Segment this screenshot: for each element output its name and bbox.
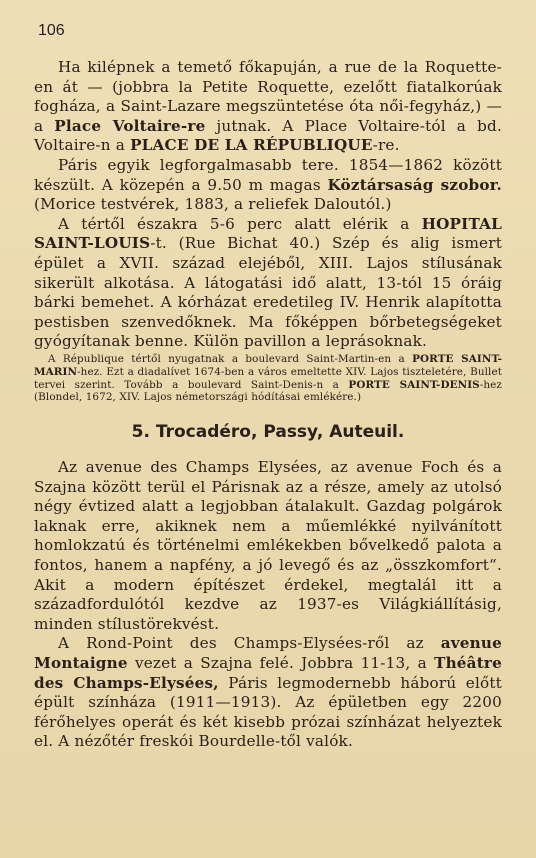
bold-run: avenue Montaigne xyxy=(34,634,502,673)
text-run: -re. xyxy=(372,136,400,155)
page-number: 106 xyxy=(38,22,65,39)
paragraph-group-1 xyxy=(34,58,502,352)
text-run: -hez. Ezt a diadalívet 1674-ben a város emeltette XIV. Lajos tiszteletére, Bullet tervei szerint. Tovább a boulevard Saint-Denis-n a xyxy=(34,365,502,391)
bold-run: PORTE SAINT-MARIN xyxy=(34,352,502,378)
text-run: A République tértől nyugatnak a boulevard Saint-Martin-en a xyxy=(48,352,413,365)
text-run: Ha kilépnek a temető főkapuján, a rue de la Roquette-en át — (jobbra la Petite Roquette, ezelőtt fiatalkorúak fogháza, a Saint-Lazare megszüntetése óta női-fegyház,) — a xyxy=(34,58,502,135)
bold-run: HOPITAL SAINT-LOUIS xyxy=(34,214,502,253)
text-run: Páris legmodernebb háború előtt épült színháza (1911—1913). Az épületben egy 2200 férőhelyes operát és két kisebb prózai színházat helyeztek el. A nézőtér freskói Bourdelle-től valók. xyxy=(34,673,502,751)
text-run: (Morice testvérek, 1883, a reliefek Daloutól.) xyxy=(34,195,392,214)
paragraph xyxy=(34,58,502,156)
text-run: A tértől északra 5-6 perc alatt elérik a xyxy=(58,214,422,233)
bold-run: Théâtre des Champs-Elysées, xyxy=(34,654,502,692)
paragraph xyxy=(34,156,502,215)
paragraph xyxy=(34,634,502,752)
text-run: -hez (Blondel, 1672, XIV. Lajos németországi hódításai emlékére.) xyxy=(34,378,502,404)
text-run: jutnak. A Place Voltaire-tól a bd. Voltaire-n a xyxy=(34,116,502,155)
bold-run: Place Voltaire-re xyxy=(54,116,206,135)
section-heading: 5. Trocadéro, Passy, Auteuil. xyxy=(131,422,405,443)
paragraph-group-2 xyxy=(34,458,502,752)
text-run: Páris egyik legforgalmasabb tere. 1854—1862 között készült. A közepén a 9.50 m magas xyxy=(34,155,502,194)
small-print-paragraph xyxy=(34,353,502,404)
text-run: Az avenue des Champs Elysées, az avenue Foch és a Szajna között terül el Párisnak az a része, amely az utolsó négy évtized alatt a legjobban átalakult. Gazdag polgárok laknak erre, akiknek nem a műemlékké nyilvánított homlokzatú és történelmi emlékekben bővelkedő palota a fontos, hanem a napfény, a jó levegő és az „összkomfort“. Akit a modern építészet érdekel, megtalál itt a századfordulótól kezdve az 1937-es Világkiállításig, minden stílustörekvést. xyxy=(34,458,502,633)
bold-run: Köztársaság szobor. xyxy=(327,175,502,194)
text-run: vezet a Szajna felé. Jobbra 11-13, a xyxy=(127,654,435,673)
paragraph xyxy=(34,215,502,352)
text-run: -t. (Rue Bichat 40.) Szép és alig ismert épület a XVII. század elejéből, XIII. Lajos stílusának sikerült alkotása. A látogatási idő alatt, 13-tól 15 óráig bárki bemehet. A kórházat eredetileg IV. Henrik alapította pestisben szenvedőknek. Ma főképpen bőrbetegségeket gyógyítanak benne. Külön pavillon a leprásoknak. xyxy=(34,234,502,351)
bold-run: PORTE SAINT-DENIS xyxy=(348,378,480,391)
paragraph xyxy=(34,458,502,634)
bold-run: PLACE DE LA RÉPUBLIQUE xyxy=(130,136,373,155)
text-run: A Rond-Point des Champs-Elysées-ről az xyxy=(58,634,441,653)
